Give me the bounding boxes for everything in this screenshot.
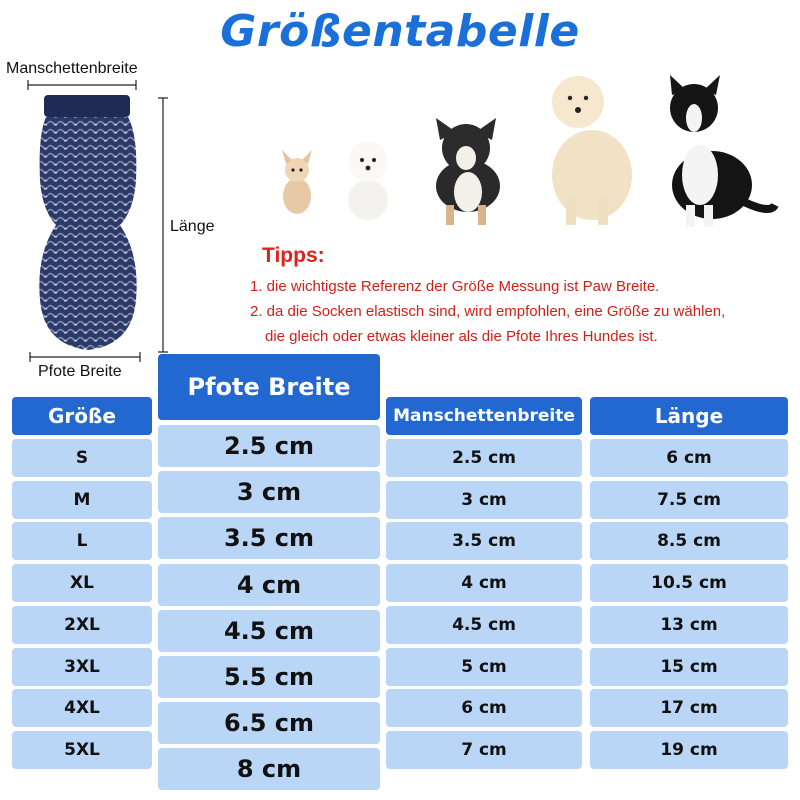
size-cell: M <box>12 481 152 519</box>
paw-width-cell: 5.5 cm <box>158 656 380 698</box>
paw-width-cell: 4.5 cm <box>158 610 380 652</box>
size-cell: L <box>12 522 152 560</box>
dog-border-collie-image <box>670 75 775 227</box>
length-cell: 13 cm <box>590 606 788 644</box>
length-cell: 7.5 cm <box>590 481 788 519</box>
paw-width-cell: 2.5 cm <box>158 425 380 467</box>
tip-1: 1. die wichtigste Referenz der Größe Messung ist Paw Breite. <box>250 278 660 295</box>
cuff-width-cell: 5 cm <box>386 648 582 686</box>
size-cell: 2XL <box>12 606 152 644</box>
length-cell: 10.5 cm <box>590 564 788 602</box>
tip-3: die gleich oder etwas kleiner als die Pfote Ihres Hundes ist. <box>265 328 658 345</box>
dog-maltese-image <box>348 142 388 220</box>
cuff-width-cell: 3.5 cm <box>386 522 582 560</box>
cuff-width-cell: 7 cm <box>386 731 582 769</box>
size-cell: 5XL <box>12 731 152 769</box>
paw-width-label: Pfote Breite <box>38 363 122 380</box>
header-cuff-width: Manschettenbreite <box>386 397 582 435</box>
size-cell: 3XL <box>12 648 152 686</box>
tip-2: 2. da die Socken elastisch sind, wird empfohlen, eine Größe zu wählen, <box>250 303 726 320</box>
dog-golden-retriever-image <box>552 76 632 225</box>
size-cell: 4XL <box>12 689 152 727</box>
length-cell: 8.5 cm <box>590 522 788 560</box>
header-size: Größe <box>12 397 152 435</box>
size-cell: XL <box>12 564 152 602</box>
page-title: Größentabelle <box>220 6 580 57</box>
dog-corgi-image <box>436 118 500 225</box>
length-cell: 6 cm <box>590 439 788 477</box>
cuff-width-cell: 4.5 cm <box>386 606 582 644</box>
cuff-width-cell: 2.5 cm <box>386 439 582 477</box>
paw-width-cell: 3.5 cm <box>158 517 380 559</box>
length-cell: 17 cm <box>590 689 788 727</box>
size-cell: S <box>12 439 152 477</box>
paw-width-cell: 6.5 cm <box>158 702 380 744</box>
header-length: Länge <box>590 397 788 435</box>
dog-chihuahua-image <box>282 150 312 214</box>
header-paw-width: Pfote Breite <box>158 354 380 420</box>
paw-width-cell: 3 cm <box>158 471 380 513</box>
cuff-width-cell: 3 cm <box>386 481 582 519</box>
paw-width-cell: 4 cm <box>158 564 380 606</box>
cuff-width-cell: 4 cm <box>386 564 582 602</box>
tips-title: Tipps: <box>262 244 325 267</box>
length-label: Länge <box>170 218 215 235</box>
cuff-width-cell: 6 cm <box>386 689 582 727</box>
cuff-width-label: Manschettenbreite <box>6 60 138 77</box>
length-cell: 19 cm <box>590 731 788 769</box>
length-cell: 15 cm <box>590 648 788 686</box>
paw-width-cell: 8 cm <box>158 748 380 790</box>
